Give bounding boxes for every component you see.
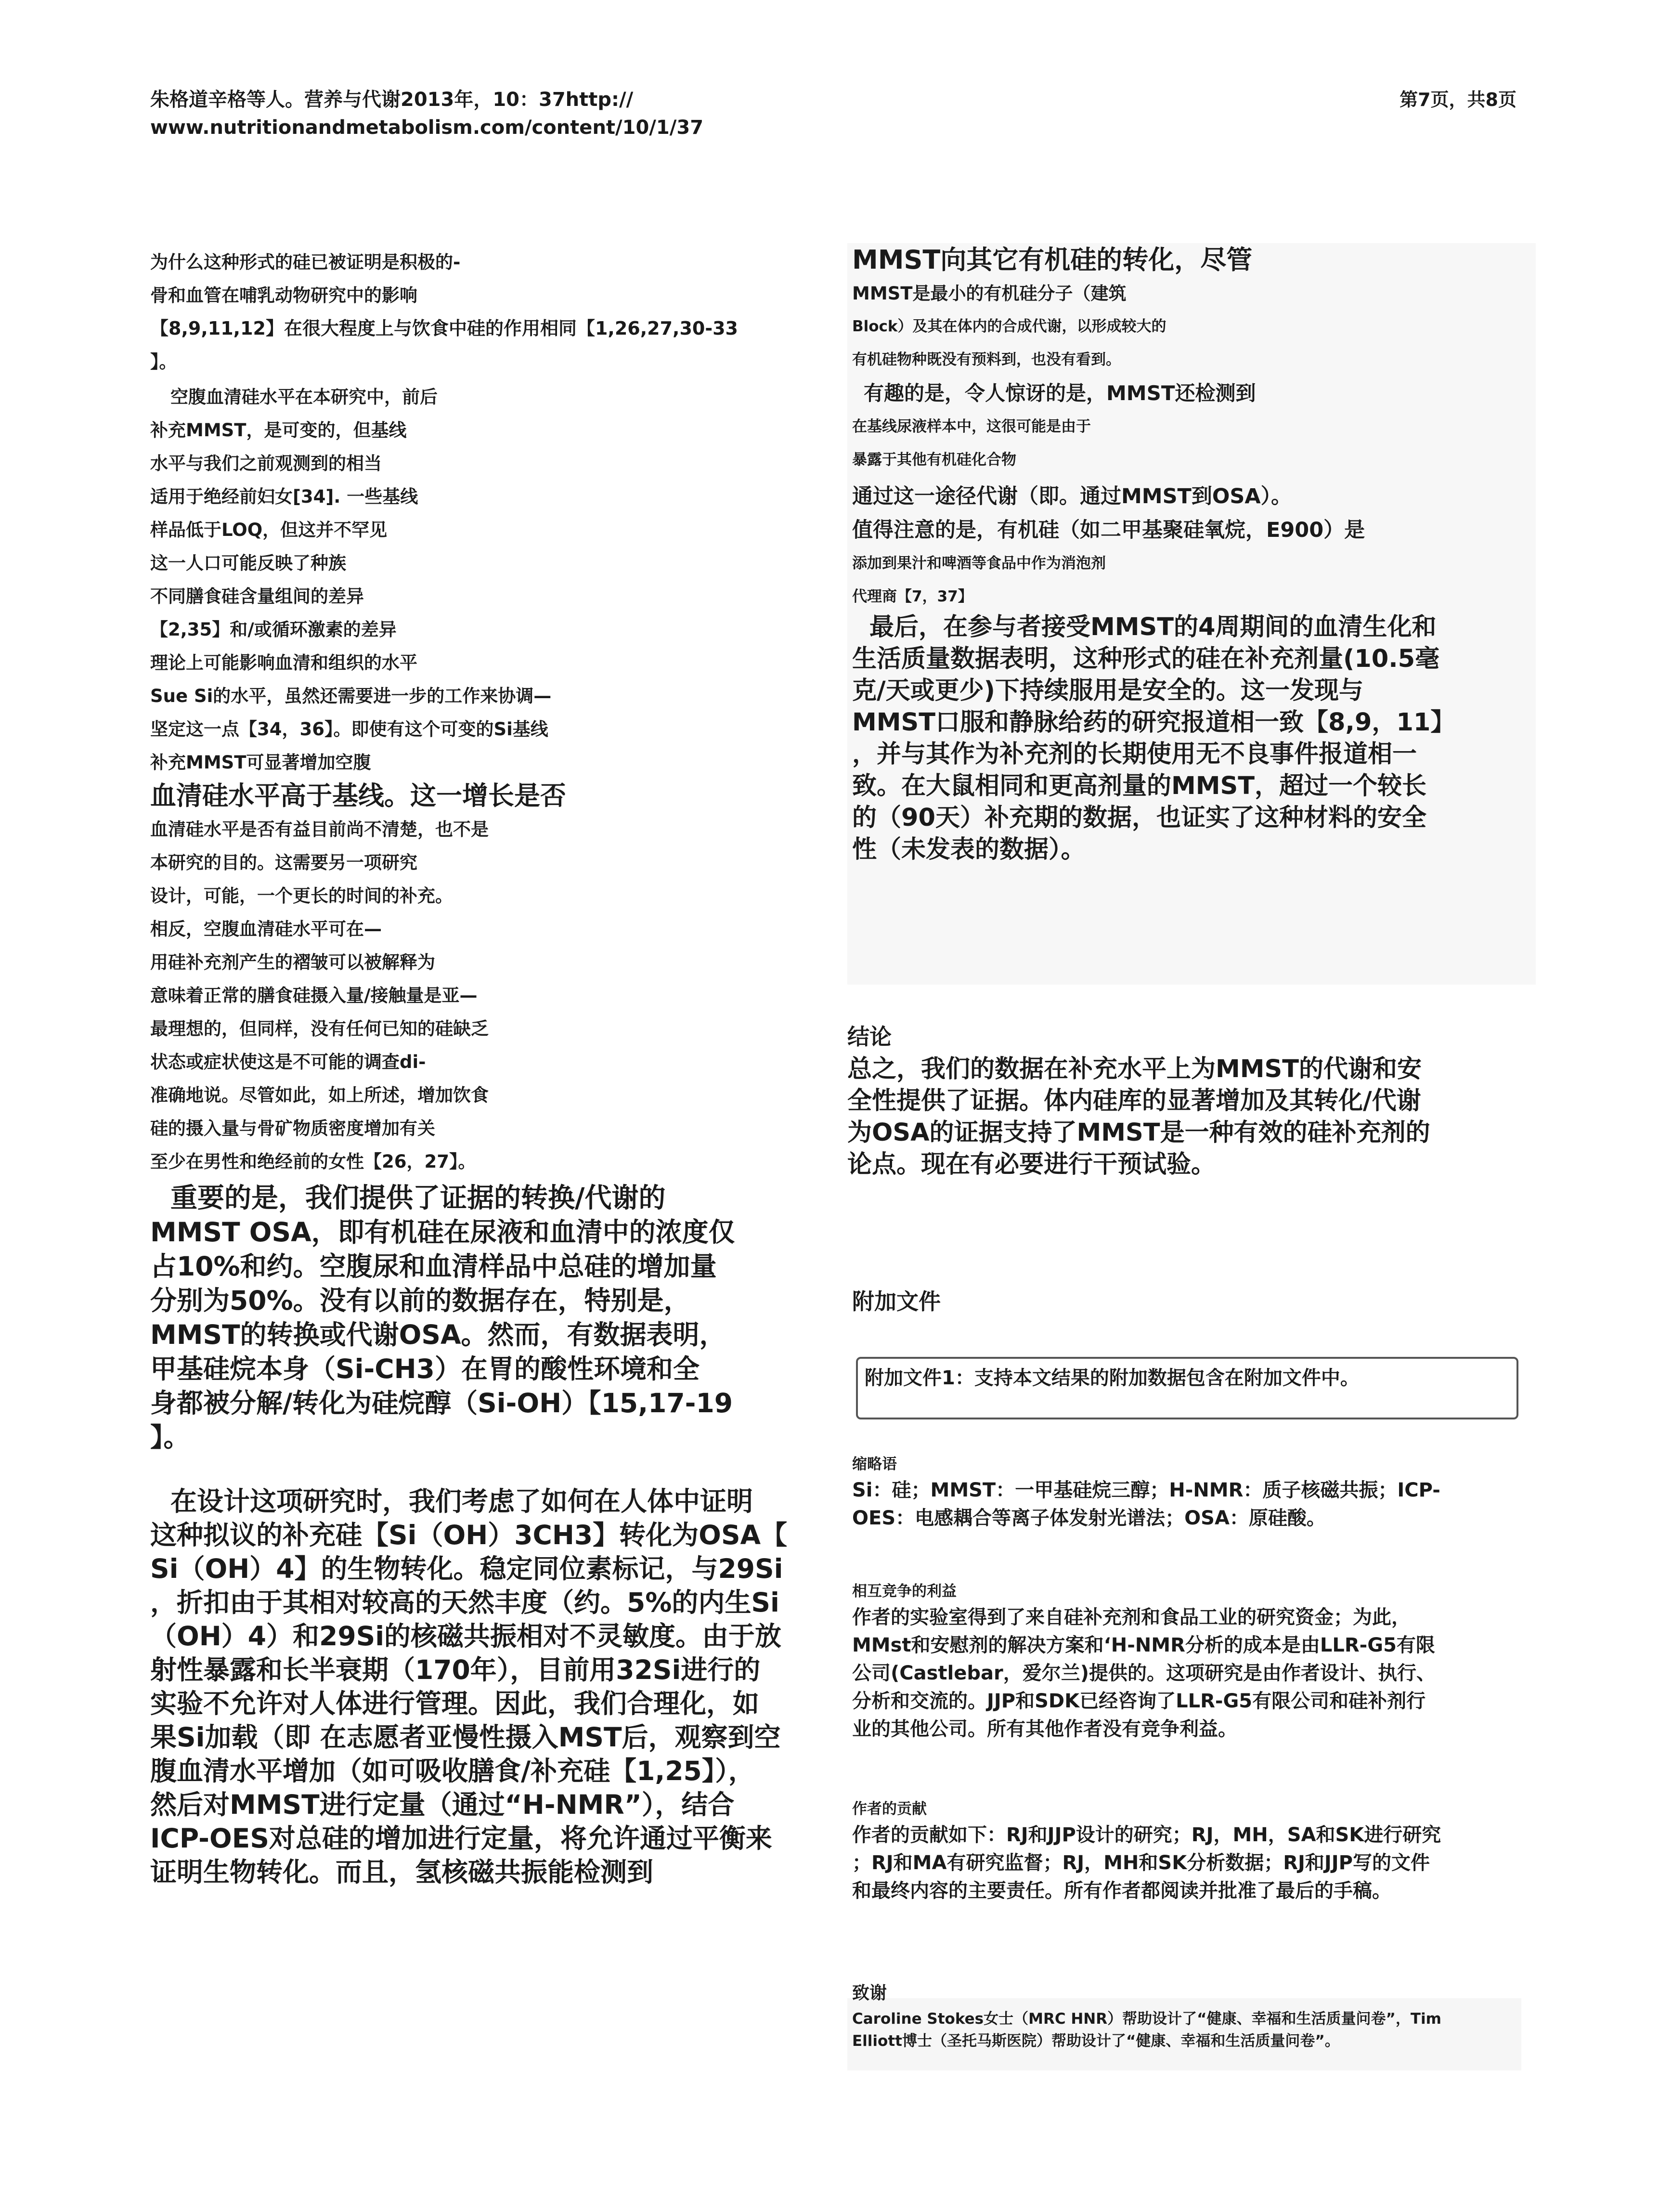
- text-line: 公司(Castlebar，爱尔兰)提供的。这项研究是由作者设计、执行、: [852, 1662, 1436, 1684]
- additional-file-box[interactable]: [856, 1357, 1518, 1419]
- text-line: 空腹血清硅水平在本研究中，前后: [170, 387, 438, 407]
- text-line: Block）及其在体内的合成代谢，以形成较大的: [852, 318, 1166, 335]
- text-line: 有趣的是，令人惊讶的是，MMST还检测到: [864, 381, 1256, 405]
- text-line: 在基线尿液样本中，这很可能是由于: [852, 418, 1091, 435]
- text-line: 】。: [150, 1422, 190, 1453]
- text-line: 全性提供了证据。体内硅库的显著增加及其转化/代谢: [847, 1087, 1421, 1115]
- text-line: 业的其他公司。所有其他作者没有竞争利益。: [852, 1718, 1237, 1740]
- header-citation: [150, 86, 703, 142]
- text-line: MMST的转换或代谢OSA。然而，有数据表明，: [150, 1319, 726, 1350]
- text-line: 腹血清水平增加（如可吸收膳食/补充硅【1,25】），: [150, 1756, 755, 1786]
- text-line: 作者的实验室得到了来自硅补充剂和食品工业的研究资金；为此，: [852, 1606, 1411, 1628]
- text-line: 实验不允许对人体进行管理。因此，我们合理化，如: [150, 1688, 760, 1719]
- text-line: 分别为50%。没有以前的数据存在，特别是，: [150, 1285, 690, 1316]
- text-line: Si：硅；MMST：一甲基硅烷三醇；H-NMR：质子核磁共振；ICP-: [852, 1479, 1440, 1501]
- right-final-para: [852, 612, 1526, 866]
- text-line: 身都被分解/转化为硅烷醇（Si-OH）【15,17-19: [150, 1388, 733, 1418]
- text-line: 值得注意的是，有机硅（如二甲基聚硅氧烷，E900）是: [852, 518, 1365, 542]
- text-line: 这种拟议的补充硅【Si（OH）3CH3】转化为OSA【: [150, 1520, 788, 1550]
- additional-file-link[interactable]: 附加文件1：支持本文结果的附加数据包含在附加文件中。: [865, 1367, 1360, 1389]
- competing-interests-heading: 相互竞争的利益: [852, 1583, 957, 1600]
- text-line: 为OSA的证据支持了MMST是一种有效的硅补充剂的: [847, 1119, 1430, 1147]
- text-line: （OH）4）和29Si的核磁共振相对不灵敏度。由于放: [150, 1621, 782, 1652]
- abbreviations-heading: 缩略语: [852, 1456, 897, 1473]
- text-line: ICP-OES对总硅的增加进行定量，将允许通过平衡来: [150, 1823, 772, 1854]
- text-line: 的（90天）补充期的数据，也证实了这种材料的安全: [852, 804, 1426, 832]
- text-line: 性（未发表的数据）。: [852, 835, 1086, 864]
- text-line: 果Si加载（即 在志愿者亚慢性摄入MST后，观察到空: [150, 1722, 781, 1753]
- text-line: 【2,35】和/或循环激素的差异: [150, 619, 397, 640]
- text-line: 设计，可能，一个更长的时间的补充。: [150, 885, 453, 906]
- text-line-large: 血清硅水平高于基线。这一增长是否: [150, 781, 566, 811]
- left-para-4: [150, 1181, 834, 1455]
- text-line: 补充MMST可显著增加空腹: [150, 752, 371, 773]
- text-line: 然后对MMST进行定量（通过“H-NMR”），结合: [150, 1789, 735, 1820]
- text-line: 致。在大鼠相同和更高剂量的MMST，超过一个较长: [852, 772, 1427, 800]
- text-line: ，并与其作为补充剂的长期使用无不良事件报道相一: [852, 740, 1417, 768]
- text-line: 准确地说。尽管如此，如上所述，增加饮食: [150, 1085, 489, 1106]
- text-line: MMST口服和静脉给药的研究报道相一致【8,9，11】: [852, 708, 1455, 737]
- text-line: 通过这一途径代谢（即。通过MMST到OSA）。: [852, 484, 1292, 508]
- page-number: 第7页，共8页: [1400, 89, 1516, 110]
- citation-line-1: 朱格道辛格等人。营养与代谢2013年，10：37http://: [150, 89, 634, 111]
- text-line: 在设计这项研究时，我们考虑了如何在人体中证明: [170, 1486, 753, 1517]
- text-line: 暴露于其他有机硅化合物: [852, 451, 1016, 468]
- text-line: MMST OSA，即有机硅在尿液和血清中的浓度仅: [150, 1217, 735, 1248]
- text-line: 总之，我们的数据在补充水平上为MMST的代谢和安: [847, 1055, 1422, 1083]
- text-line: 水平与我们之前观测到的相当: [150, 453, 382, 474]
- text-line: 这一人口可能反映了种族: [150, 553, 346, 573]
- text-line: 坚定这一点【34，36】。即使有这个可变的Si基线: [150, 719, 548, 740]
- text-line: 论点。现在有必要进行干预试验。: [847, 1150, 1216, 1179]
- conclusion-section: [847, 1020, 1531, 1181]
- text-line: 有机硅物种既没有预料到，也没有看到。: [852, 351, 1121, 368]
- text-line: 样品低于LOQ，但这并不罕见: [150, 520, 388, 540]
- text-line: 生活质量数据表明，这种形式的硅在补充剂量(10.5毫: [852, 645, 1440, 673]
- acknowledgements-heading: 致谢: [852, 1983, 887, 2003]
- left-column: [150, 246, 834, 1889]
- text-line: ，折扣由于其相对较高的天然丰度（约。5%的内生Si: [150, 1587, 779, 1618]
- text-line: 理论上可能影响血清和组织的水平: [150, 652, 417, 673]
- text-line: 用硅补充剂产生的褶皱可以被解释为: [150, 952, 435, 973]
- acknowledgements-section: [852, 1979, 1526, 2052]
- right-column: [852, 243, 1526, 866]
- text-line: 不同膳食硅含量组间的差异: [150, 586, 364, 607]
- text-line: 相反，空腹血清硅水平可在—: [150, 919, 382, 939]
- competing-interests-section: [852, 1579, 1526, 1743]
- text-line: 添加到果汁和啤酒等食品中作为消泡剂: [852, 555, 1106, 572]
- contributions-section: [852, 1797, 1526, 1905]
- text-line: MMst和安慰剂的解决方案和‘H-NMR分析的成本是由LLR-G5有限: [852, 1634, 1435, 1656]
- text-line: 血清硅水平是否有益目前尚不清楚，也不是: [150, 819, 489, 840]
- contributions-heading: 作者的贡献: [852, 1800, 927, 1818]
- text-line: 分析和交流的。JJP和SDK已经咨询了LLR-G5有限公司和硅补剂行: [852, 1690, 1426, 1712]
- text-line: 意味着正常的膳食硅摄入量/接触量是亚—: [150, 985, 478, 1006]
- text-line: 适用于绝经前妇女[34]. 一些基线: [150, 486, 418, 507]
- text-line: 作者的贡献如下：RJ和JJP设计的研究；RJ，MH，SA和SK进行研究: [852, 1824, 1441, 1846]
- citation-line-2: www.nutritionandmetabolism.com/content/10/1/37: [150, 117, 704, 139]
- text-line: 和最终内容的主要责任。所有作者都阅读并批准了最后的手稿。: [852, 1880, 1391, 1902]
- text-line: 甲基硅烷本身（Si-CH3）在胃的酸性环境和全: [150, 1353, 700, 1384]
- text-line: 至少在男性和绝经前的女性【26，27】。: [150, 1151, 476, 1172]
- text-line: 本研究的目的。这需要另一项研究: [150, 852, 417, 873]
- text-line: 射性暴露和长半衰期（170年），目前用32Si进行的: [150, 1654, 761, 1685]
- text-line: 最理想的，但同样，没有任何已知的硅缺乏: [150, 1018, 489, 1039]
- text-line: 最后，在参与者接受MMST的4周期间的血清生化和: [869, 613, 1437, 641]
- text-line: 重要的是，我们提供了证据的转换/代谢的: [170, 1183, 666, 1214]
- text-line: 状态或症状使这是不可能的调查di-: [150, 1052, 426, 1072]
- text-line: Sue Si的水平，虽然还需要进一步的工作来协调—: [150, 686, 552, 706]
- text-line: 代理商【7，37】: [852, 588, 973, 605]
- abbreviations-section: [852, 1452, 1526, 1532]
- text-line: ；RJ和MA有研究监督；RJ，MH和SK分析数据；RJ和JJP写的文件: [852, 1852, 1430, 1874]
- text-line: 克/天或更少)下持续服用是安全的。这一发现与: [852, 677, 1363, 705]
- text-line-large: MMST向其它有机硅的转化，尽管: [852, 245, 1253, 275]
- text-line: OES：电感耦合等离子体发射光谱法；OSA：原硅酸。: [852, 1507, 1326, 1529]
- left-para-3: [150, 813, 834, 1178]
- text-line: 【8,9,11,12】在很大程度上与饮食中硅的作用相同【1,26,27,30-33: [150, 318, 738, 339]
- text-line: 骨和血管在哺乳动物研究中的影响: [150, 285, 417, 306]
- text-line: 为什么这种形式的硅已被证明是积极的-: [150, 252, 461, 273]
- text-line: 】。: [150, 351, 177, 372]
- conclusion-heading: 结论: [847, 1024, 892, 1050]
- left-para-2: [150, 380, 834, 813]
- text-line: Elliott博士（圣托马斯医院）帮助设计了“健康、幸福和生活质量问卷”。: [852, 2032, 1340, 2050]
- text-line: MMST是最小的有机硅分子（建筑: [852, 283, 1127, 304]
- text-line: 补充MMST，是可变的，但基线: [150, 420, 407, 441]
- text-line: 证明生物转化。而且，氢核磁共振能检测到: [150, 1857, 654, 1887]
- left-para-5: [150, 1484, 834, 1889]
- text-line: 占10%和约。空腹尿和血清样品中总硅的增加量: [150, 1251, 717, 1282]
- text-line: 硅的摄入量与骨矿物质密度增加有关: [150, 1118, 435, 1139]
- left-para-1: [150, 246, 834, 378]
- additional-files-heading: 附加文件: [852, 1288, 941, 1314]
- text-line: Si（OH）4】的生物转化。稳定同位素标记，与29Si: [150, 1553, 783, 1584]
- text-line: Caroline Stokes女士（MRC HNR）帮助设计了“健康、幸福和生活质量问卷”，Tim: [852, 2010, 1441, 2028]
